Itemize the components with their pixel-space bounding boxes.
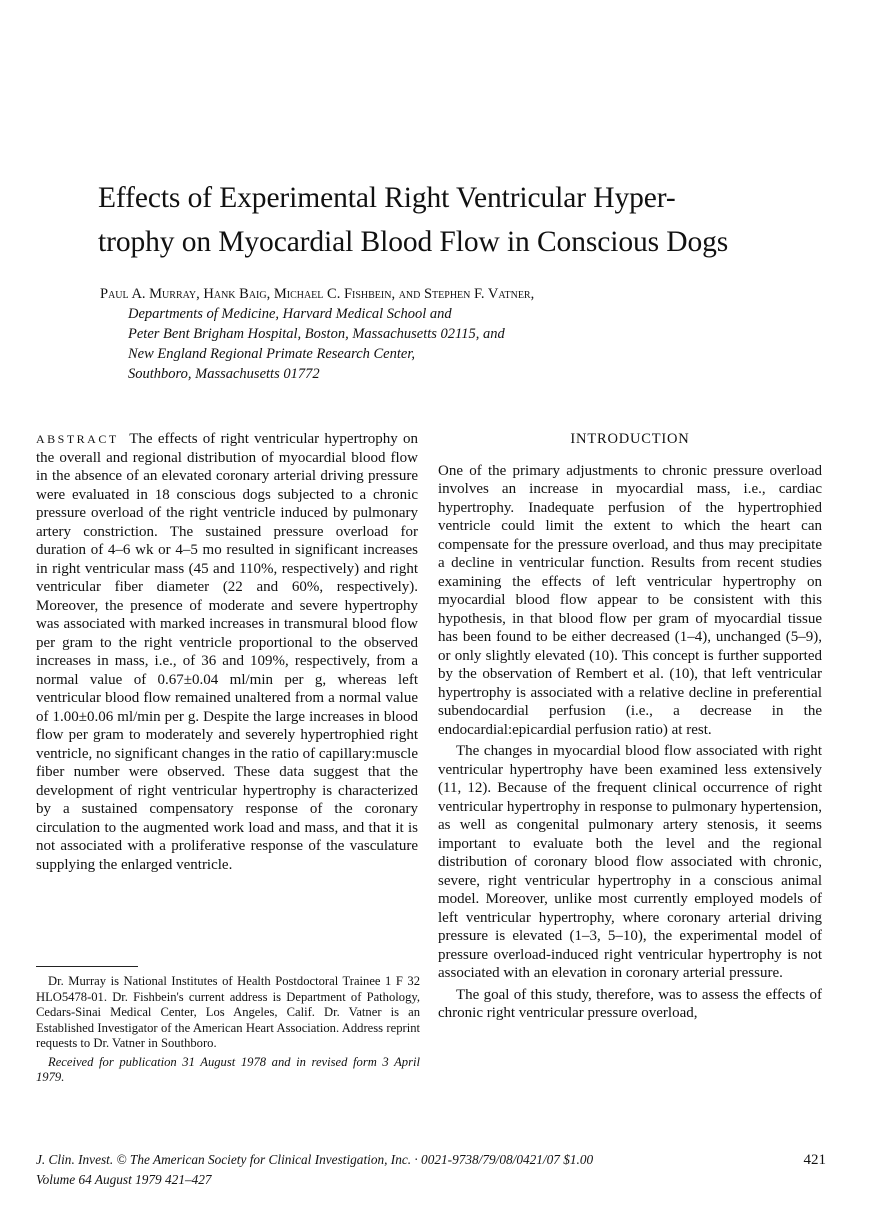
section-heading-introduction: INTRODUCTION (570, 431, 690, 447)
page-number: 421 (803, 1152, 826, 1168)
affiliation-line: New England Regional Primate Research Center, (128, 346, 415, 362)
body-paragraph: The changes in myocardial blood flow associated with right ventricular hypertrophy have been examined less extensively (11, 12). Because of the frequent clinical occurrence of right ventricular hypertrophy in response to pulmonary hypertension, as well as congenital pulmonary artery stenosis, it seems important to evaluate both the level and the regional distribution of coronary blood flow associated with chronic, severe, right ventricular hypertrophy in a conscious animal model. Moreover, unlike most currently employed models of left ventricular hypertrophy, where coronary arterial driving pressure is elevated (1–3, 5–10), the experimental model of pressure overload-induced right ventricular hypertrophy is not associated with an elevation in coronary arterial pressure. (438, 743, 822, 981)
footnote-divider (36, 966, 138, 967)
article-title (98, 176, 798, 264)
received-date-note: Received for publication 31 August 1978 and in revised form 3 April 1979. (36, 1054, 420, 1084)
title-line-1: Effects of Experimental Right Ventricular Hyper- (98, 182, 676, 214)
footnotes (36, 974, 420, 1086)
abstract-paragraph (36, 430, 418, 874)
body-paragraph: The goal of this study, therefore, was to assess the effects of chronic right ventricular pressure overload, (438, 986, 822, 1021)
volume-line: Volume 64 August 1979 421–427 (36, 1172, 212, 1187)
affiliation-line: Departments of Medicine, Harvard Medical School and (128, 306, 452, 322)
affiliation-line: Peter Bent Brigham Hospital, Boston, Massachusetts 02115, and (128, 326, 505, 342)
page-footer (36, 1150, 826, 1190)
abstract-column (36, 430, 418, 874)
introduction-column (438, 430, 822, 1023)
abstract-text: The effects of right ventricular hypertrophy on the overall and regional distribution of myocardial blood flow in the absence of an elevated coronary arterial driving pressure were evaluated in 18 conscious dogs subjected to a chronic pressure overload of the right ventricle induced by pulmonary artery constriction. The sustained pressure overload for duration of 4–6 wk or 4–5 mo resulted in significant increases in right ventricular mass (45 and 110%, respectively) and right ventricular fiber diameter (22 and 60%, respectively). Moreover, the presence of moderate and severe hypertrophy was associated with marked increases in transmural blood flow per gram to the right ventricle proportional to the observed increases in mass, i.e., of 36 and 109%, respectively, from a normal value of 0.67±0.04 ml/min per g, whereas left ventricular blood flow remained unaltered from a normal value of 1.00±0.06 ml/min per g. Despite the large increases in blood flow per gram to moderately and severely hypertrophied right ventricle, no significant changes in the ratio of capillary:muscle fiber number were observed. These data suggest that the development of right ventricular hypertrophy is characterized by a sustained compensatory response of the coronary circulation to the augmented work load and mass, and that it is not associated with a proliferative response of the vasculature supplying the enlarged ventricle. (36, 431, 418, 873)
author-footnote: Dr. Murray is National Institutes of Health Postdoctoral Trainee 1 F 32 HLO5478-01. Dr. Fishbein's current address is Department of Pathology, Cedars-Sinai Medical Center, Los Angeles, Calif. Dr. Vatner is an Established Investigator of the American Heart Association. Address reprint requests to Dr. Vatner in Southboro. (36, 974, 420, 1050)
body-paragraph: One of the primary adjustments to chronic pressure overload involves an increase in myocardial mass, i.e., cardiac hypertrophy. Inadequate perfusion of the hypertrophied ventricle could limit the extent to which the heart can compensate for the pressure overload, and thus may precipitate a decline in ventricular function. Results from recent studies examining the effects of left ventricular hypertrophy on myocardial blood flow appear to be consistent with this hypothesis, in that blood flow per gram of myocardial tissue has been found to be either decreased (1–4), unchanged (5–9), or only slightly elevated (10). This concept is further supported by the observation of Rembert et al. (10), that left ventricular hypertrophy is associated with a relative decline in preferential subendocardial perfusion (i.e., a decrease in the endocardial:epicardial perfusion ratio) at rest. (438, 462, 822, 738)
abstract-label: ABSTRACT (36, 432, 119, 446)
journal-citation: J. Clin. Invest. © The American Society for Clinical Investigation, Inc. · 0021-9738/79/08/0421/07 $1.00 (36, 1152, 594, 1167)
author-block (100, 284, 800, 384)
title-line-2: trophy on Myocardial Blood Flow in Conscious Dogs (98, 226, 729, 258)
author-list: Paul A. Murray, Hank Baig, Michael C. Fishbein, and Stephen F. Vatner, (100, 286, 535, 302)
affiliation-line: Southboro, Massachusetts 01772 (128, 366, 320, 382)
